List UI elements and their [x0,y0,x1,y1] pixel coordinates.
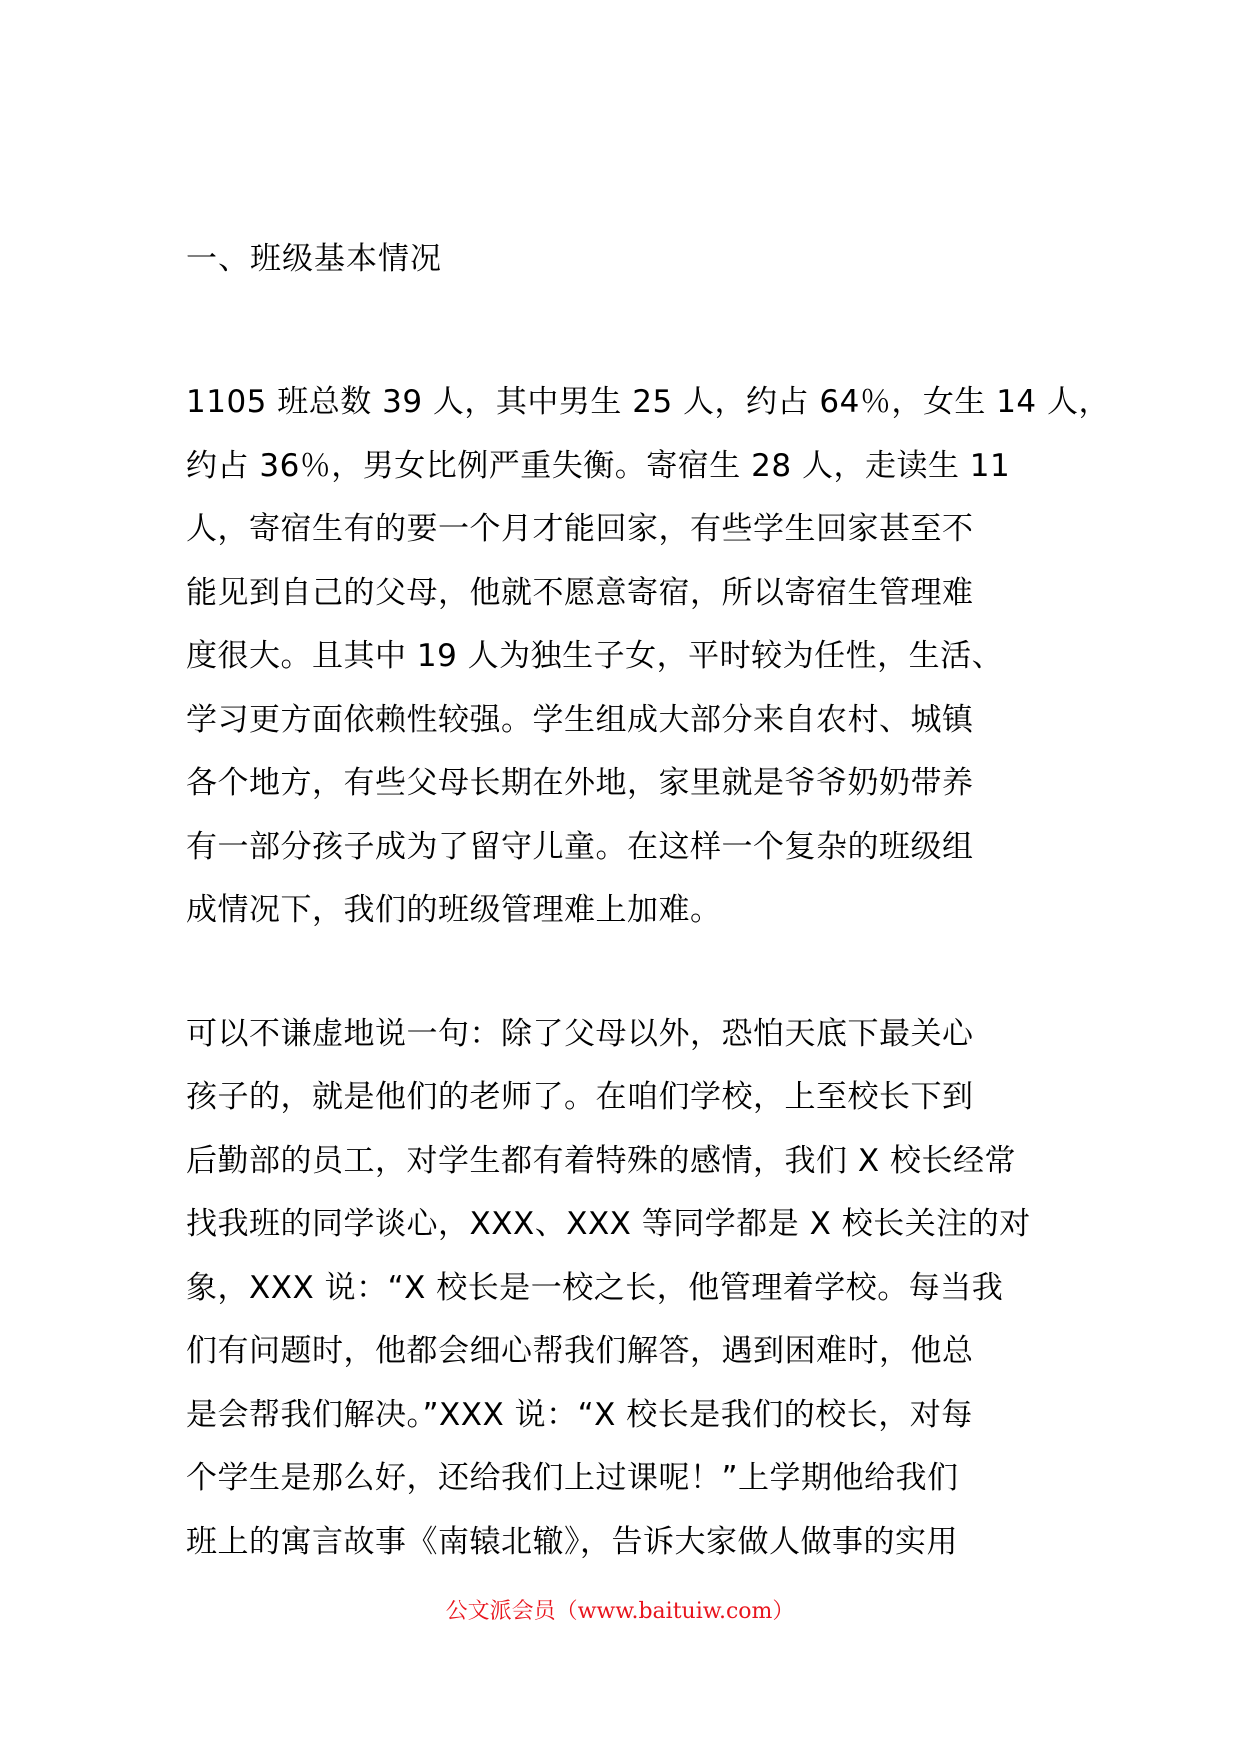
section-heading: 一、班级基本情况 [186,241,442,277]
paragraph-line: 找我班的同学谈心，XXX、XXX 等同学都是 X 校长关注的对 [186,1206,1031,1242]
paragraph-line: 人，寄宿生有的要一个月才能回家，有些学生回家甚至不 [186,511,974,547]
footer-watermark-text: 公文派会员（www.baituiw.com） [445,1599,795,1624]
paragraph-line: 度很大。且其中 19 人为独生子女，平时较为任性，生活、 [186,638,1004,674]
document-body [186,230,1111,1574]
paragraph-line: 孩子的，就是他们的老师了。在咱们学校，上至校长下到 [186,1079,974,1115]
paragraph-line: 象，XXX 说：“X 校长是一校之长，他管理着学校。每当我 [186,1269,1004,1306]
paragraph-line: 各个地方，有些父母长期在外地，家里就是爷爷奶奶带养 [186,765,974,801]
paragraph-line: 们有问题时，他都会细心帮我们解答，遇到困难时，他总 [186,1333,974,1369]
paragraph-line: 班上的寓言故事《南辕北辙》，告诉大家做人做事的实用 [186,1523,958,1560]
paragraph-line: 能见到自己的父母，他就不愿意寄宿，所以寄宿生管理难 [186,574,974,611]
paragraph-line: 1105 班总数 39 人，其中男生 25 人，约占 64％，女生 14 人， [186,384,1111,420]
paragraph-line: 约占 36％，男女比例严重失衡。寄宿生 28 人，走读生 11 [186,447,1011,484]
paragraph-line: 个学生是那么好，还给我们上过课呢！”上学期他给我们 [186,1460,959,1496]
paragraph-line: 有一部分孩子成为了留守儿童。在这样一个复杂的班级组 [186,828,974,865]
paragraph-line: 可以不谦虚地说一句：除了父母以外，恐怕天底下最关心 [186,1015,974,1052]
paragraph-class-overview [186,371,1111,943]
paragraph-line: 学习更方面依赖性较强。学生组成大部分来自农村、城镇 [186,701,974,738]
paragraph-teachers-care [186,1003,1086,1575]
paragraph-line: 后勤部的员工，对学生都有着特殊的感情，我们 X 校长经常 [186,1142,1016,1179]
paragraph-line: 是会帮我们解决。”XXX 说：“X 校长是我们的校长，对每 [186,1396,973,1433]
paragraph-line: 成情况下，我们的班级管理难上加难。 [186,892,722,928]
